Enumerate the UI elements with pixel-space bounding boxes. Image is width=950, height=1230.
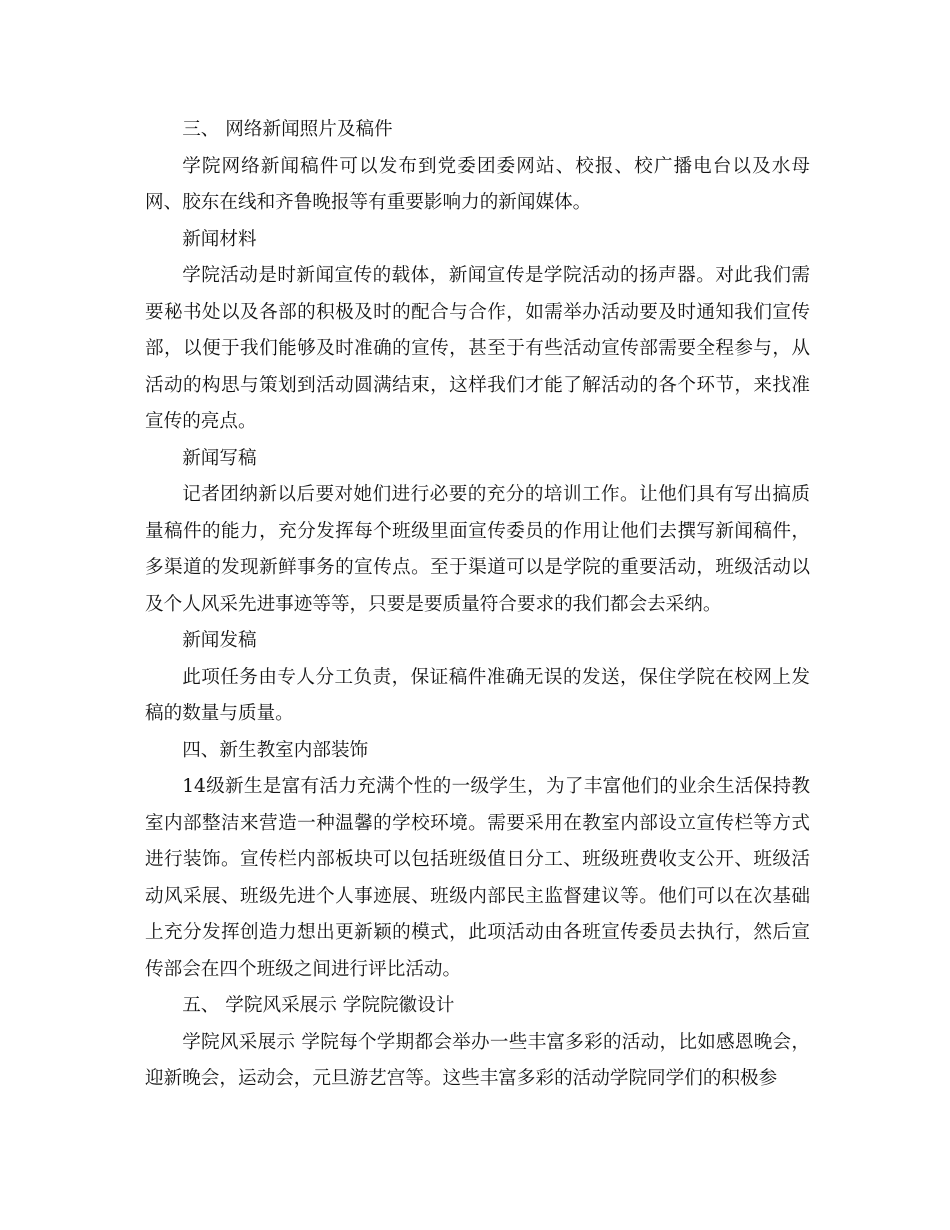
subheading-news-writing: 新闻写稿 xyxy=(182,447,257,469)
section-heading-classroom-decoration: 四、新生教室内部装饰 xyxy=(182,739,369,761)
subheading-news-publishing: 新闻发稿 xyxy=(182,630,257,651)
section-heading-college-showcase: 五、 学院风采展示 学院院徽设计 xyxy=(182,995,455,1016)
paragraph-news-material: 学院活动是时新闻宣传的载体，新闻宣传是学院活动的扬声器。对此我们需要秘书处以及各部的积极及时的配合与合作，如需举办活动要及时通知我们宣传部，以便于我们能够及时准确的宣传，甚至于有些活动宣传部需要全程参与，从活动的构思与策划到活动圆满结束，这样我们才能了解活动的各个环节，来找准宣传的亮点。 xyxy=(145,265,810,432)
document-body xyxy=(145,112,810,1098)
paragraph-news-publishing: 此项任务由专人分工负责，保证稿件准确无误的发送，保住学院在校网上发稿的数量与质量。 xyxy=(145,666,810,724)
subheading-news-material: 新闻材料 xyxy=(182,228,257,250)
section-heading-network-news: 三、 网络新闻照片及稿件 xyxy=(182,119,393,140)
paragraph-classroom-decoration: 14级新生是富有活力充满个性的一级学生，为了丰富他们的业余生活保持教室内部整洁来营造一种温馨的学校环境。需要采用在教室内部设立宣传栏等方式进行装饰。宣传栏内部板块可以包括班级值日分工、班级班费收支公开、班级活动风采展、班级先进个人事迹展、班级内部民主监督建议等。他们可以在次基础上充分发挥创造力想出更新颖的模式，此项活动由各班宣传委员去执行，然后宣传部会在四个班级之间进行评比活动。 xyxy=(145,776,810,980)
paragraph-college-showcase: 学院风采展示 学院每个学期都会举办一些丰富多彩的活动，比如感恩晚会，迎新晚会，运动会，元旦游艺宫等。这些丰富多彩的活动学院同学们的积极参 xyxy=(145,1031,810,1089)
paragraph-news-distribution: 学院网络新闻稿件可以发布到党委团委网站、校报、校广播电台以及水母网、胶东在线和齐鲁晚报等有重要影响力的新闻媒体。 xyxy=(145,155,810,213)
paragraph-news-writing: 记者团纳新以后要对她们进行必要的充分的培训工作。让他们具有写出搞质量稿件的能力，充分发挥每个班级里面宣传委员的作用让他们去撰写新闻稿件，多渠道的发现新鲜事务的宣传点。至于渠道可以是学院的重要活动，班级活动以及个人风采先进事迹等等，只要是要质量符合要求的我们都会去采纳。 xyxy=(145,484,810,615)
